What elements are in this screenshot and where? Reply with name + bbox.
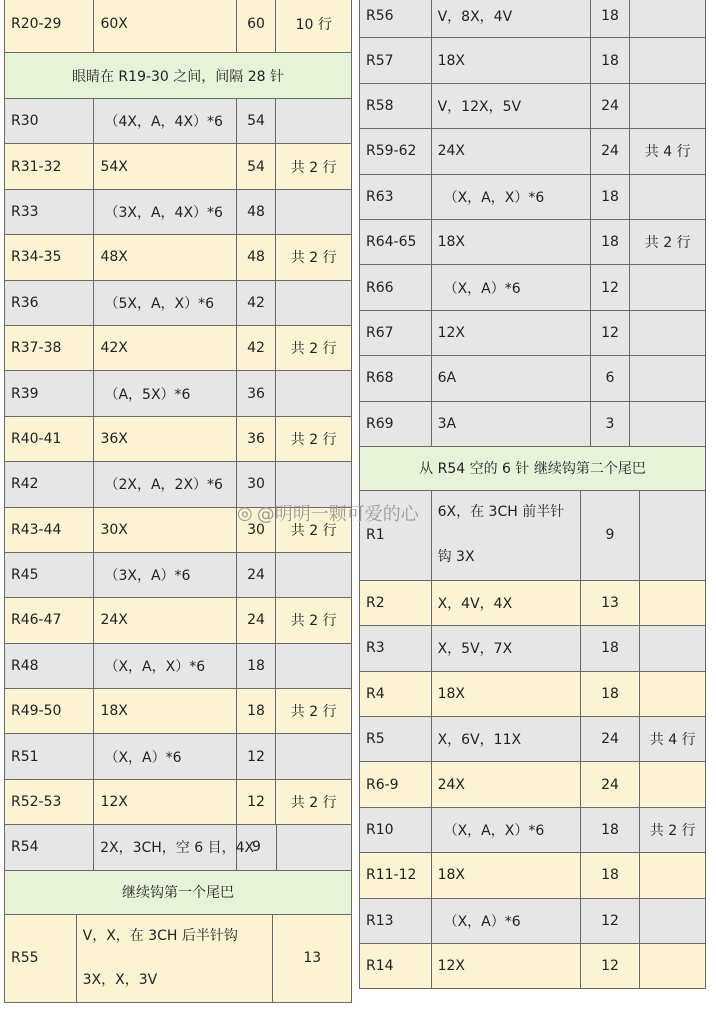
table-row [4,780,352,825]
stitch-count: 12 [237,780,277,824]
row-label: R31-32 [5,144,94,188]
table-row [4,825,352,870]
stitch-count: 12 [591,265,631,309]
note-cell [630,84,705,128]
table-row [359,944,706,989]
row-label: R51 [5,734,94,778]
stitch-count: 9 [581,491,641,580]
table-row [4,598,352,643]
pattern-cell: V，8X，4V [432,0,591,37]
pattern-cell: 12X [432,944,581,988]
row-label: R59-62 [360,129,432,173]
row-label: R3 [360,626,432,670]
note-cell: 共 2 行 [290,250,337,267]
table-row [4,689,352,734]
note-cell [640,491,705,580]
note-cell [630,38,705,82]
pattern-cell: 6A [432,356,591,400]
table-row-r55 [4,915,352,1003]
note-cell [276,734,351,778]
pattern-cell [432,491,581,580]
row-label: R43-44 [5,508,94,552]
stitch-count: 18 [581,853,641,897]
row-label: R5 [360,717,432,761]
note-cell: 共 4 行 [649,732,696,749]
row-label: R10 [360,808,432,852]
stitch-count: 12 [591,311,631,355]
stitch-count: 18 [581,626,641,670]
pattern-cell: （X，A，X）*6 [432,175,591,219]
stitch-count: 18 [581,808,641,852]
pattern-cell: X，6V，11X [432,717,581,761]
pattern-cell: 48X [94,235,236,279]
right-table [359,0,706,989]
pattern-cell [77,915,274,1002]
note-cell [277,825,351,869]
note-cell [630,311,705,355]
pattern-cell: （A，5X）*6 [94,371,236,415]
note-cell [276,190,351,234]
stitch-count: 12 [581,944,641,988]
row-label: R20-29 [5,0,94,52]
table-row [4,99,352,144]
pattern-cell: （2X，A，2X）*6 [94,462,236,506]
pattern-cell: 12X [94,780,236,824]
table-row [359,129,706,174]
row-label: R68 [360,356,432,400]
row-label: R34-35 [5,235,94,279]
note-cell: 共 2 行 [644,235,691,252]
pattern-cell: （X，A）*6 [432,899,581,943]
pattern-line: 6X，在 3CH 前半针 [437,504,565,521]
watermark-text: @明明一颗可爱的心 [256,504,419,525]
row-label: R48 [5,644,94,688]
table-row [359,175,706,220]
pattern-cell: 42X [94,326,236,370]
section-header-tail2: 从 R54 空的 6 针 继续钩第二个尾巴 [359,447,706,491]
row-label: R55 [5,915,77,1002]
stitch-count: 36 [237,417,277,461]
row-label: R13 [360,899,432,943]
note-cell: 共 2 行 [290,522,337,539]
row-label: R2 [360,581,432,625]
stitch-count: 24 [237,553,277,597]
row-label: R63 [360,175,432,219]
note-cell: 共 2 行 [290,613,337,630]
table-row [4,644,352,689]
pattern-cell: 24X [432,129,591,173]
stitch-count: 48 [237,190,277,234]
pattern-cell: （5X，A，X）*6 [94,281,236,325]
pattern-cell: 3A [432,402,591,446]
table-row [4,144,352,189]
note-cell: 13 [303,950,322,967]
table-row [359,581,706,626]
note-cell [630,265,705,309]
table-row [359,38,706,83]
note-cell: 10 行 [295,16,332,33]
section-header-tail1: 继续钩第一个尾巴 [4,871,352,915]
stitch-count: 13 [581,581,641,625]
row-label: R54 [5,825,94,869]
pattern-cell: 54X [94,144,236,188]
stitch-count: 3 [591,402,631,446]
row-label: R69 [360,402,432,446]
stitch-count: 60 [237,0,277,52]
table-row [4,281,352,326]
stitch-count: 24 [581,717,641,761]
stitch-count: 6 [591,356,631,400]
stitch-count: 24 [237,598,277,642]
pattern-cell: （3X，A）*6 [94,553,236,597]
note-cell [640,762,705,806]
table-row [359,0,706,38]
row-label: R49-50 [5,689,94,733]
table-row [4,235,352,280]
note-cell [640,944,705,988]
note-cell [630,175,705,219]
row-label: R46-47 [5,598,94,642]
row-label: R64-65 [360,220,432,264]
stitch-count: 18 [591,220,631,264]
note-cell: 共 2 行 [290,795,337,812]
table-row [4,462,352,507]
pattern-cell: （X，A）*6 [94,734,236,778]
table-row [359,220,706,265]
table-row [359,356,706,401]
pattern-cell: 30X [94,508,236,552]
pattern-line: 3X，X，3V [82,972,158,989]
row-label: R45 [5,553,94,597]
table-row [4,417,352,462]
pattern-cell: 18X [432,38,591,82]
stitch-count: 12 [237,734,277,778]
table-row [4,371,352,416]
section-header-eyes: 眼睛在 R19-30 之间，间隔 28 针 [4,53,352,99]
row-label: R14 [360,944,432,988]
row-label: R40-41 [5,417,94,461]
table-row [359,265,706,310]
table-row [359,626,706,671]
stitch-count: 18 [237,689,277,733]
table-row-r1 [359,491,706,581]
row-label: R66 [360,265,432,309]
pattern-cell: 18X [432,853,581,897]
stitch-count: 9 [237,825,277,869]
stitch-count: 42 [237,281,277,325]
note-cell: 共 4 行 [644,144,691,161]
note-cell [276,281,351,325]
row-label: R39 [5,371,94,415]
stitch-count: 54 [237,99,277,143]
row-label: R37-38 [5,326,94,370]
stitch-count: 30 [237,462,277,506]
row-label: R42 [5,462,94,506]
row-label: R1 [360,491,432,580]
weibo-icon: ◎ [237,502,253,524]
table-row [359,853,706,898]
table-row [4,508,352,553]
table-row [4,734,352,779]
pattern-cell: 24X [94,598,236,642]
table-row [359,402,706,447]
stitch-count: 42 [237,326,277,370]
note-cell: 共 2 行 [290,704,337,721]
note-cell [630,0,705,37]
note-cell [276,371,351,415]
stitch-count: 18 [591,38,631,82]
table-row [4,190,352,235]
row-label: R58 [360,84,432,128]
pattern-cell: （X，A）*6 [432,265,591,309]
row-label: R57 [360,38,432,82]
row-label: R4 [360,672,432,716]
note-cell: 共 2 行 [290,159,337,176]
note-cell [640,853,705,897]
left-table [4,0,352,1003]
stitch-count: 30 [237,508,277,552]
note-cell: 共 2 行 [290,341,337,358]
table-row [4,326,352,371]
pattern-cell: （3X，A，4X）*6 [94,190,236,234]
pattern-cell: 18X [432,672,581,716]
stitch-count: 24 [591,84,631,128]
pattern-line: 钩 3X [437,549,475,566]
row-label: R30 [5,99,94,143]
note-cell [640,581,705,625]
note-cell [630,356,705,400]
stitch-count: 18 [237,644,277,688]
note-cell [640,899,705,943]
pattern-cell: （X，A，X）*6 [432,808,581,852]
stitch-count: 18 [591,0,631,37]
note-cell [640,626,705,670]
row-label: R52-53 [5,780,94,824]
note-cell [276,99,351,143]
row-label: R33 [5,190,94,234]
stitch-count: 18 [591,175,631,219]
pattern-cell: 24X [432,762,581,806]
pattern-cell: 12X [432,311,591,355]
table-row [359,899,706,944]
note-cell: 共 2 行 [649,823,696,840]
table-row [359,762,706,807]
stitch-count: 54 [237,144,277,188]
pattern-cell: 36X [94,417,236,461]
row-label: R6-9 [360,762,432,806]
stitch-count: 18 [581,672,641,716]
pattern-cell: V，12X，5V [432,84,591,128]
pattern-cell: X，5V，7X [432,626,581,670]
row-label: R67 [360,311,432,355]
pattern-cell: 18X [94,689,236,733]
table-row [4,553,352,598]
stitch-count: 36 [237,371,277,415]
row-label: R11-12 [360,853,432,897]
note-cell [630,402,705,446]
row-label: R36 [5,281,94,325]
table-row [359,672,706,717]
table-row [359,808,706,853]
stitch-count: 24 [581,762,641,806]
note-cell: 共 2 行 [290,431,337,448]
note-cell [276,462,351,506]
stitch-count: 48 [237,235,277,279]
table-row [359,311,706,356]
table-row [359,717,706,762]
pattern-cell: 60X [94,0,236,52]
pattern-cell: （X，A，X）*6 [94,644,236,688]
pattern-cell: （4X，A，4X）*6 [94,99,236,143]
pattern-cell: X，4V，4X [432,581,581,625]
stitch-count: 12 [581,899,641,943]
note-cell [640,672,705,716]
table-row [359,84,706,129]
pattern-line: V，X，在 3CH 后半针钩 [82,928,238,945]
pattern-cell: 2X，3CH，空 6 目，4X [94,825,237,869]
table-row [4,0,352,53]
row-label: R56 [360,0,432,37]
note-cell [276,644,351,688]
stitch-count: 24 [591,129,631,173]
pattern-cell: 18X [432,220,591,264]
note-cell [276,553,351,597]
